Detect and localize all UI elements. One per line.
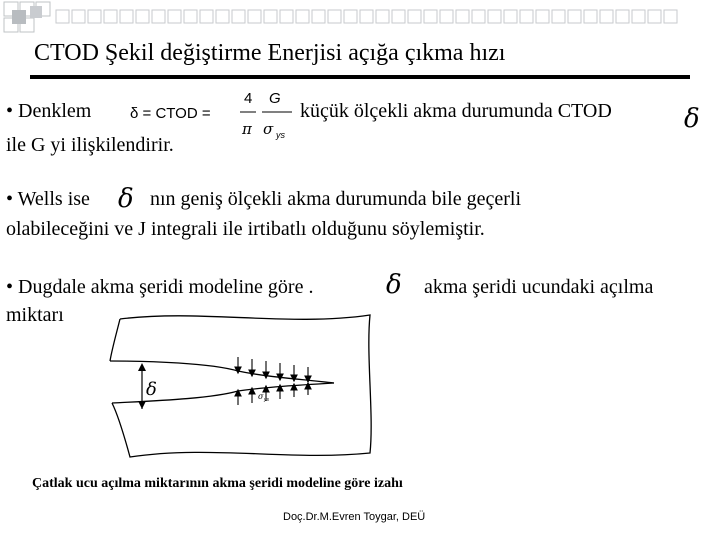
bullet1-line2: ile G yi ilişkilendirir. xyxy=(6,134,174,156)
delta-symbol: δ xyxy=(118,184,134,214)
formula-sigma: σ xyxy=(263,120,274,138)
bullet2-line2: olabileceğini ve J integrali ile irtibatlı olduğunu söylemiştir. xyxy=(6,218,485,240)
bullet3-start: • Dugdale akma şeridi modeline göre . xyxy=(6,276,314,298)
formula-num: 4 xyxy=(244,90,253,107)
bullet2-start: • Wells ise xyxy=(6,188,90,210)
footer-author: Doç.Dr.M.Evren Toygar, DEÜ xyxy=(283,511,426,523)
figure-caption: Çatlak ucu açılma miktarının akma şeridi modeline göre izahı xyxy=(32,476,403,491)
corner-decoration xyxy=(0,0,720,40)
formula-g: G xyxy=(269,90,281,107)
lower-closure-arrows xyxy=(235,383,311,405)
upper-closure-arrows xyxy=(235,357,311,382)
bullet3-line2: miktarı xyxy=(6,304,64,326)
bullet2-rest: nın geniş ölçekli akma durumunda bile geçerli xyxy=(150,188,521,210)
title-divider xyxy=(30,75,690,79)
bullet1-rest: küçük ölçekli akma durumunda CTOD xyxy=(300,100,612,122)
dugdale-strip-figure xyxy=(90,305,400,465)
delta-label: δ xyxy=(146,379,157,400)
crack-upper-face xyxy=(110,361,334,383)
sigma-label: σ xyxy=(258,392,264,401)
formula-den: π xyxy=(242,120,252,138)
sigma-sub-label: ys xyxy=(264,397,269,403)
delta-symbol: δ xyxy=(386,270,402,300)
bullet3-rest: akma şeridi ucundaki açılma xyxy=(424,276,654,298)
formula-lhs: δ = CTOD = xyxy=(130,105,211,122)
page-title: CTOD Şekil değiştirme Enerjisi açığa çıkma hızı xyxy=(34,40,506,66)
formula-sigma-sub: ys xyxy=(276,130,285,140)
bullet1-start: • Denklem xyxy=(6,100,92,122)
delta-symbol: δ xyxy=(684,104,700,134)
